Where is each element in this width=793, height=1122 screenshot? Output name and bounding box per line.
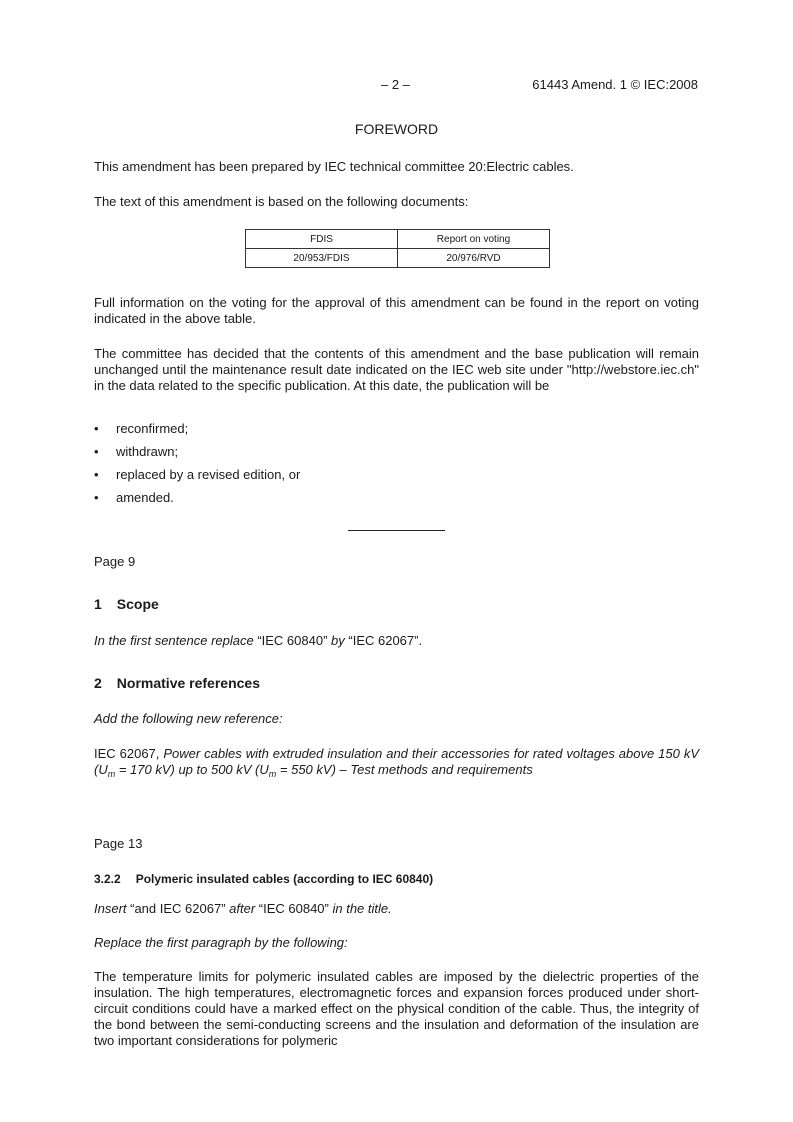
section-title: Normative references bbox=[116, 675, 260, 691]
scope-instruction: In the first sentence replace “IEC 60840” by “IEC 62067”. bbox=[94, 633, 423, 648]
replace-instruction: Replace the first paragraph by the following: bbox=[94, 935, 348, 950]
section-2-heading bbox=[94, 675, 260, 691]
page-9-label: Page 9 bbox=[94, 554, 136, 569]
table-header-row bbox=[246, 230, 550, 249]
section-title: Polymeric insulated cables (according to IEC 60840) bbox=[135, 872, 434, 886]
table-row bbox=[246, 249, 550, 268]
documents-table bbox=[245, 229, 550, 268]
table-header-fdis: FDIS bbox=[246, 230, 398, 249]
foreword-title: FOREWORD bbox=[354, 121, 439, 137]
bullet-icon: • bbox=[94, 467, 99, 482]
foreword-paragraph-4: The committee has decided that the contents of this amendment and the base publication will remain unchanged until the maintenance result date indicated on the IEC web site under "http://webstore.iec.ch" in the data related to the specific publication. At this date, the publication will be bbox=[94, 346, 699, 393]
bullet-list bbox=[94, 421, 699, 513]
list-item: • amended. bbox=[94, 490, 174, 505]
table-cell-fdis: 20/953/FDIS bbox=[246, 249, 398, 268]
page-number: – 2 – bbox=[381, 77, 410, 92]
list-item: • withdrawn; bbox=[94, 444, 179, 459]
section-number: 1 bbox=[94, 596, 102, 612]
list-item: • replaced by a revised edition, or bbox=[94, 467, 301, 482]
bullet-icon: • bbox=[94, 490, 99, 505]
table-cell-rvd: 20/976/RVD bbox=[398, 249, 550, 268]
foreword-paragraph-3: Full information on the voting for the approval of this amendment can be found in the report on voting indicated in the above table. bbox=[94, 295, 699, 326]
bullet-icon: • bbox=[94, 421, 99, 436]
page-13-label: Page 13 bbox=[94, 836, 143, 851]
bullet-icon: • bbox=[94, 444, 99, 459]
insert-instruction: Insert “and IEC 62067” after “IEC 60840” in the title. bbox=[94, 901, 392, 916]
foreword-paragraph-2: The text of this amendment is based on the following documents: bbox=[94, 194, 469, 209]
section-3-2-2-heading bbox=[94, 872, 433, 886]
list-item: • reconfirmed; bbox=[94, 421, 189, 436]
temperature-limits-paragraph: The temperature limits for polymeric insulated cables are imposed by the dielectric properties of the insulation. The high temperatures, electromagnetic forces and expansion forces produced under short-circuit conditions could have a marked effect on the physical condition of the cable. Thus, the integrity of the bond between the semi-conducting screens and the insulation and deformation of the insulation are two important considerations for polymeric bbox=[94, 969, 699, 1048]
separator-rule bbox=[348, 530, 445, 531]
table-header-report: Report on voting bbox=[398, 230, 550, 249]
normative-reference-entry: IEC 62067, Power cables with extruded insulation and their accessories for rated voltages above 150 kV ($U_m = 170$ kV) up to 500 kV ($U_m = 550$ kV) – Test methods and requirements bbox=[94, 746, 700, 779]
section-number: 2 bbox=[94, 675, 102, 691]
document-reference: 61443 Amend. 1 © IEC:2008 bbox=[532, 77, 698, 92]
normative-instruction: Add the following new reference: bbox=[94, 711, 283, 726]
section-1-heading bbox=[94, 596, 159, 612]
foreword-paragraph-1: This amendment has been prepared by IEC technical committee 20:Electric cables. bbox=[94, 159, 574, 174]
section-title: Scope bbox=[116, 596, 159, 612]
section-number: 3.2.2 bbox=[94, 872, 121, 886]
